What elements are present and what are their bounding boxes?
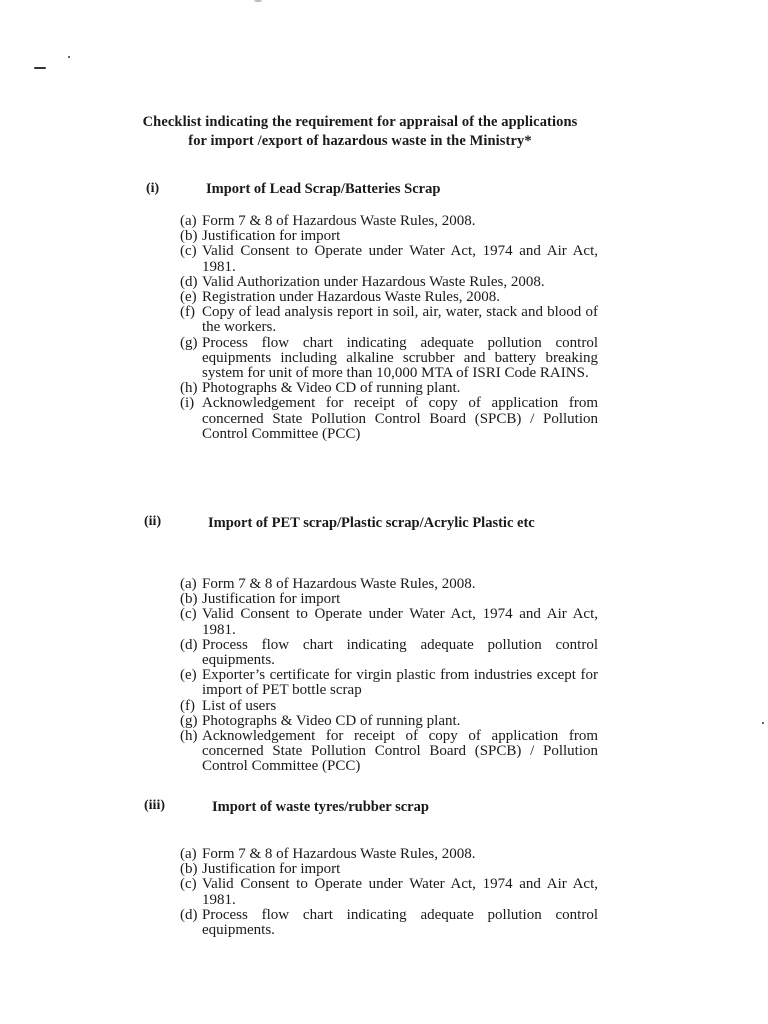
- item-text: Acknowledgement for receipt of copy of application from concerned State Pollution Control Board (SPCB) / Pollution Control Committee (PCC): [202, 395, 598, 442]
- item-text: Process flow chart indicating adequate pollution control equipments.: [202, 906, 598, 939]
- item-marker: (g): [180, 712, 198, 729]
- scan-speck: [254, 0, 262, 2]
- item-text: Process flow chart indicating adequate pollution control equipments.: [202, 636, 598, 669]
- item-text: Valid Authorization under Hazardous Waste Rules, 2008.: [202, 273, 545, 290]
- item-text: Valid Consent to Operate under Water Act, 1974 and Air Act, 1981.: [202, 876, 598, 908]
- list-item: [180, 214, 598, 229]
- list-item: [180, 714, 598, 729]
- list-item: [180, 862, 598, 877]
- item-text: Exporter’s certificate for virgin plastic from industries except for import of PET bottle scrap: [202, 667, 598, 699]
- list-item: [180, 699, 598, 714]
- item-text: Process flow chart indicating adequate pollution control equipments including alkaline scrubber and battery breaking system for unit of more than 10,000 MTA of ISRI Code RAINS.: [202, 334, 598, 382]
- list-item: [180, 229, 598, 244]
- list-item: [180, 607, 598, 637]
- item-text: Justification for import: [202, 591, 341, 608]
- checklist: [180, 847, 598, 938]
- section-number: (ii): [144, 514, 162, 529]
- item-marker: (b): [180, 591, 198, 608]
- list-item: [180, 275, 598, 290]
- section-title: Import of PET scrap/Plastic scrap/Acrylic Plastic etc: [208, 515, 535, 531]
- list-item: [180, 381, 598, 396]
- item-text: Photographs & Video CD of running plant.: [202, 380, 461, 397]
- item-marker: (c): [180, 243, 197, 260]
- item-marker: (h): [180, 380, 198, 397]
- scan-speck: [34, 67, 46, 69]
- item-text: Copy of lead analysis report in soil, air, water, stack and blood of the workers.: [202, 304, 598, 336]
- list-item: [180, 290, 598, 305]
- section-number: (iii): [144, 798, 165, 813]
- item-text: List of users: [202, 697, 277, 714]
- item-marker: (d): [180, 636, 198, 653]
- scan-speck: [762, 722, 764, 724]
- item-text: Justification for import: [202, 861, 341, 878]
- list-item: [180, 877, 598, 907]
- item-marker: (a): [180, 213, 197, 229]
- list-item: [180, 908, 598, 938]
- item-marker: (d): [180, 906, 198, 923]
- checklist: [180, 214, 598, 442]
- item-marker: (b): [180, 861, 198, 878]
- item-marker: (h): [180, 728, 198, 745]
- item-marker: (g): [180, 334, 198, 351]
- item-marker: (a): [180, 846, 197, 862]
- scan-speck: [68, 56, 70, 58]
- item-marker: (d): [180, 273, 198, 290]
- list-item: [180, 638, 598, 668]
- item-marker: (f): [180, 304, 195, 321]
- item-text: Photographs & Video CD of running plant.: [202, 712, 461, 729]
- list-item: [180, 729, 598, 775]
- list-item: [180, 305, 598, 335]
- list-item: [180, 592, 598, 607]
- list-item: [180, 396, 598, 442]
- item-marker: (f): [180, 697, 195, 714]
- list-item: [180, 668, 598, 698]
- list-item: [180, 244, 598, 274]
- list-item: [180, 847, 598, 862]
- item-text: Valid Consent to Operate under Water Act, 1974 and Air Act, 1981.: [202, 606, 598, 638]
- list-item: [180, 336, 598, 382]
- checklist: [180, 577, 598, 775]
- item-marker: (c): [180, 606, 197, 623]
- document-title: Checklist indicating the requirement for appraisal of the applications for import /export of hazardous waste in the Ministry*: [142, 114, 578, 149]
- item-text: Registration under Hazardous Waste Rules, 2008.: [202, 289, 501, 306]
- section-title: Import of waste tyres/rubber scrap: [212, 799, 429, 815]
- item-text: Acknowledgement for receipt of copy of application from concerned State Pollution Control Board (SPCB) / Pollution Control Committee (PCC): [202, 728, 598, 775]
- item-text: Justification for import: [202, 228, 341, 245]
- item-text: Valid Consent to Operate under Water Act, 1974 and Air Act, 1981.: [202, 243, 598, 275]
- item-marker: (c): [180, 876, 197, 893]
- list-item: [180, 577, 598, 592]
- section-title: Import of Lead Scrap/Batteries Scrap: [206, 181, 441, 197]
- item-marker: (a): [180, 576, 197, 592]
- item-text: Form 7 & 8 of Hazardous Waste Rules, 2008.: [202, 213, 476, 229]
- section-number: (i): [146, 181, 160, 196]
- item-marker: (e): [180, 667, 197, 684]
- item-marker: (i): [180, 395, 195, 412]
- item-text: Form 7 & 8 of Hazardous Waste Rules, 2008.: [202, 846, 476, 862]
- item-marker: (b): [180, 228, 198, 245]
- item-text: Form 7 & 8 of Hazardous Waste Rules, 2008.: [202, 576, 476, 592]
- item-marker: (e): [180, 289, 197, 306]
